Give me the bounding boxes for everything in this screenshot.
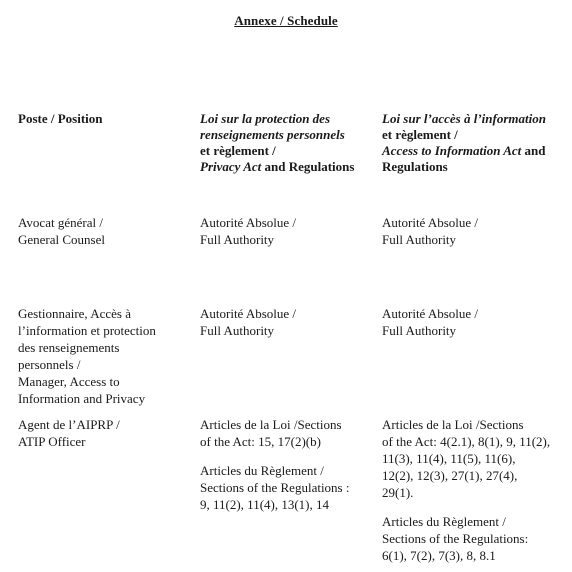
privacy-act-sections bbox=[200, 416, 375, 450]
row-general-counsel-position bbox=[18, 214, 183, 248]
header-access-act-name: Access to Information Act bbox=[382, 143, 522, 158]
sections-line: Articles de la Loi /Sections bbox=[200, 417, 342, 432]
sections-line: Sections of the Regulations: bbox=[382, 531, 529, 546]
header-position-label: Poste / Position bbox=[18, 111, 103, 126]
sections-line: Articles du Règlement / bbox=[382, 514, 506, 529]
header-access-act bbox=[382, 111, 562, 175]
authority-line: Autorité Absolue / bbox=[200, 306, 297, 321]
authority-line: Full Authority bbox=[200, 323, 275, 338]
header-access-line1: Loi sur l’accès à l’information bbox=[382, 111, 546, 126]
authority-line: Autorité Absolue / bbox=[382, 215, 479, 230]
position-line: Avocat général / bbox=[18, 215, 103, 230]
sections-line: 6(1), 7(2), 7(3), 8, 8.1 bbox=[382, 548, 496, 563]
sections-line: Articles de la Loi /Sections bbox=[382, 417, 524, 432]
header-privacy-act bbox=[200, 111, 375, 175]
row-manager-position bbox=[18, 305, 183, 407]
sections-line: 11(3), 11(4), 11(5), 11(6), bbox=[382, 451, 516, 466]
authority-line: Full Authority bbox=[382, 232, 457, 247]
access-regulations-sections bbox=[382, 513, 562, 564]
access-act-sections bbox=[382, 416, 562, 501]
position-line: Information and Privacy bbox=[18, 391, 146, 406]
header-privacy-line3: et règlement / bbox=[200, 143, 276, 158]
header-position bbox=[18, 111, 183, 127]
sections-line: 29(1). bbox=[382, 485, 414, 500]
page-title: Annexe / Schedule bbox=[234, 13, 338, 28]
position-line: General Counsel bbox=[18, 232, 106, 247]
authority-line: Autorité Absolue / bbox=[200, 215, 297, 230]
row-general-counsel-access bbox=[382, 214, 562, 248]
privacy-regulations-sections bbox=[200, 462, 375, 513]
position-line: personnels / bbox=[18, 357, 81, 372]
row-atip-officer-access bbox=[382, 416, 562, 564]
header-access-line3-rest: and bbox=[521, 143, 546, 158]
position-line: Manager, Access to bbox=[18, 374, 120, 389]
sections-line: Articles du Règlement / bbox=[200, 463, 324, 478]
row-manager-privacy bbox=[200, 305, 375, 339]
position-line: des renseignements bbox=[18, 340, 120, 355]
position-line: ATIP Officer bbox=[18, 434, 86, 449]
sections-line: of the Act: 4(2.1), 8(1), 9, 11(2), bbox=[382, 434, 551, 449]
sections-line: 12(2), 12(3), 27(1), 27(4), bbox=[382, 468, 518, 483]
header-access-line2: et règlement / bbox=[382, 127, 458, 142]
authority-line: Full Authority bbox=[382, 323, 457, 338]
row-general-counsel-privacy bbox=[200, 214, 375, 248]
sections-line: of the Act: 15, 17(2)(b) bbox=[200, 434, 321, 449]
header-privacy-act-name: Privacy Act bbox=[200, 159, 262, 174]
sections-line: Sections of the Regulations : bbox=[200, 480, 350, 495]
header-privacy-line4-rest: and Regulations bbox=[261, 159, 355, 174]
header-access-line4: Regulations bbox=[382, 159, 448, 174]
row-atip-officer-position bbox=[18, 416, 183, 450]
position-line: l’information et protection bbox=[18, 323, 156, 338]
position-line: Agent de l’AIPRP / bbox=[18, 417, 120, 432]
row-manager-access bbox=[382, 305, 562, 339]
header-privacy-line2: renseignements personnels bbox=[200, 127, 345, 142]
sections-line: 9, 11(2), 11(4), 13(1), 14 bbox=[200, 497, 330, 512]
authority-line: Autorité Absolue / bbox=[382, 306, 479, 321]
position-line: Gestionnaire, Accès à bbox=[18, 306, 131, 321]
authority-line: Full Authority bbox=[200, 232, 275, 247]
row-atip-officer-privacy bbox=[200, 416, 375, 513]
header-privacy-line1: Loi sur la protection des bbox=[200, 111, 331, 126]
